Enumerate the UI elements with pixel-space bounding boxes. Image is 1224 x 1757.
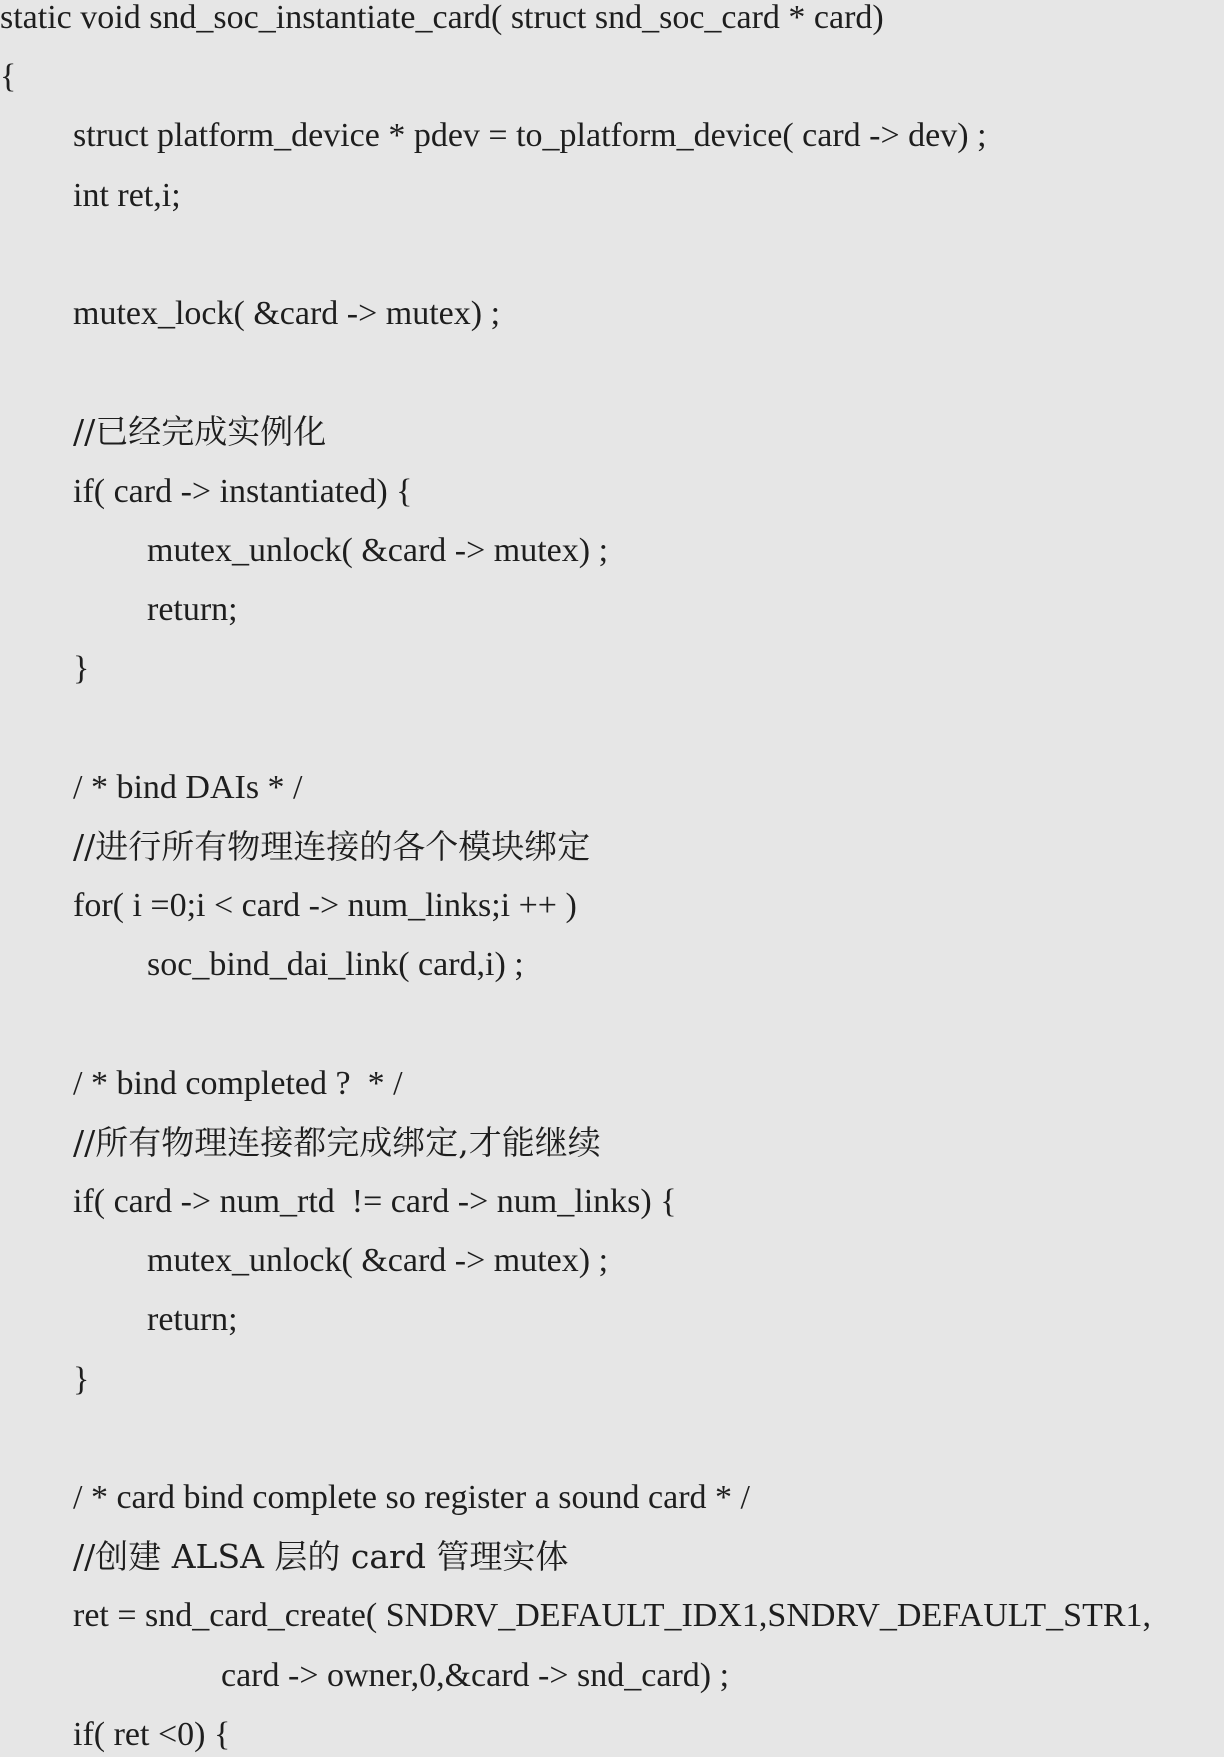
code-line: soc_bind_dai_link( card,i) ; xyxy=(147,946,524,984)
code-line: return; xyxy=(147,1301,238,1339)
code-line: if( card -> instantiated) { xyxy=(73,472,413,510)
code-line: } xyxy=(73,650,90,688)
code-line: mutex_unlock( &card -> mutex) ; xyxy=(147,531,609,569)
code-line: return; xyxy=(147,591,238,628)
code-line: ret = snd_card_create( SNDRV_DEFAULT_IDX1,SNDRV_DEFAULT_STR1, xyxy=(73,1597,1152,1635)
code-line: int ret,i; xyxy=(73,176,181,214)
code-line: struct platform_device * pdev = to_platform_device( card -> dev) ; xyxy=(73,117,987,155)
code-line: if( ret <0) { xyxy=(73,1715,231,1753)
code-line: / * bind completed ? * / xyxy=(73,1064,403,1102)
code-comment: //已经完成实例化 xyxy=(73,412,327,452)
code-comment: //所有物理连接都完成绑定,才能继续 xyxy=(73,1122,601,1162)
code-line: if( card -> num_rtd != card -> num_links) { xyxy=(73,1183,677,1220)
code-line: mutex_lock( &card -> mutex) ; xyxy=(73,295,501,332)
code-line: / * bind DAIs * / xyxy=(73,768,303,806)
code-comment: //进行所有物理连接的各个模块绑定 xyxy=(73,826,591,866)
code-line: static void snd_soc_instantiate_card( struct snd_soc_card * card) xyxy=(0,0,884,36)
code-line: } xyxy=(73,1360,90,1398)
code-line: mutex_unlock( &card -> mutex) ; xyxy=(147,1242,609,1280)
code-line: card -> owner,0,&card -> snd_card) ; xyxy=(221,1656,730,1694)
code-line: for( i =0;i < card -> num_links;i ++ ) xyxy=(73,887,577,924)
code-line: / * card bind complete so register a sound card * / xyxy=(73,1479,750,1516)
code-comment: //创建 ALSA 层的 card 管理实体 xyxy=(73,1537,569,1577)
code-line: { xyxy=(0,58,17,96)
